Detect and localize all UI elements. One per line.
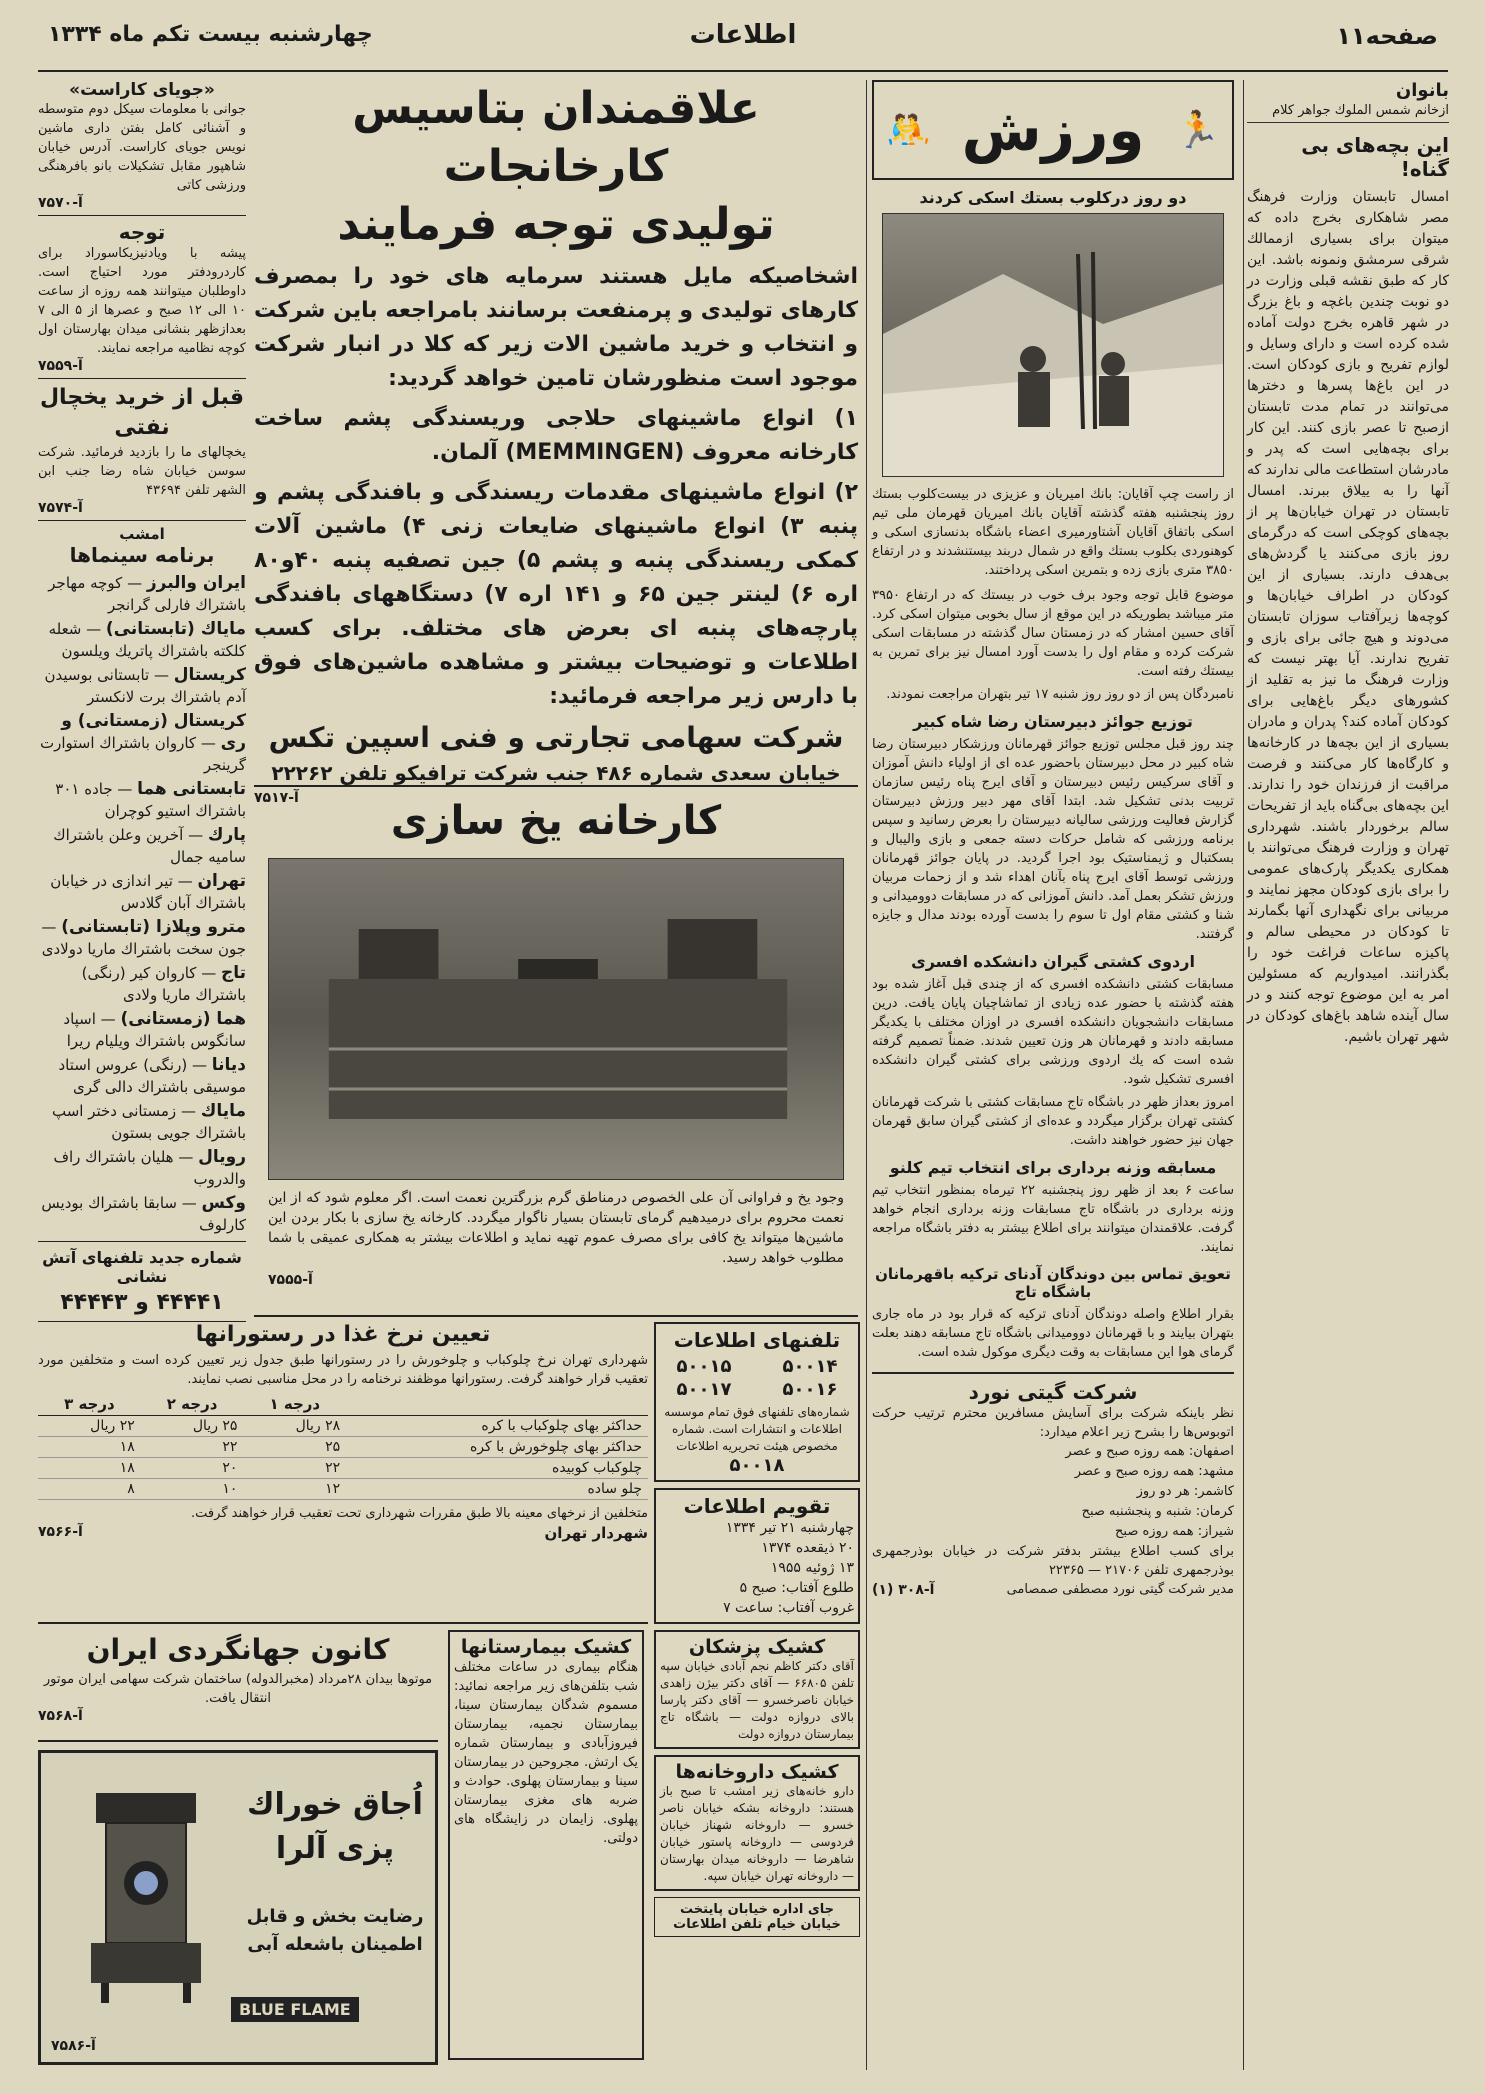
phones-note: شماره‌های تلفنهای فوق تمام موسسه اطلاعات و انتشارات است. شماره مخصوص هیئت تحریریه اطلاعات [664, 1405, 850, 1453]
cinema-item: مترو وپلازا (تابستانی) — جون سخت باشتراك ماریا دولادی [41, 917, 246, 958]
boxer-icon: 🤼 [886, 110, 931, 151]
job-seeker-title: «جویای کاراست» [69, 80, 215, 100]
tonight-label: امشب [119, 525, 165, 543]
cinema-name: مترو وپلازا (تابستانی) [61, 917, 246, 937]
cinema-item: رویال — هلیان باشتراك راف والدروب [53, 1147, 246, 1188]
price-header: درجه ۲ [141, 1393, 244, 1416]
cinema-name: مایاك [200, 1101, 246, 1121]
hospitals-title: کشیک بیمارستانها [460, 1636, 632, 1658]
cinema-name: کریستال [173, 665, 246, 685]
story-6-title: تعویق تماس بین دوندگان آدنای ترکیه باقهرمانان باشگاه تاج [875, 1265, 1231, 1301]
ad-intro: اشخاصیکه مایل هستند سرمایه های خود را بمصرف کارهای تولیدی و پرمنفعت برسانند بامراجعه باین شرکت و انتخاب و خرید ماشین الات زیر که کلا در انبار شرکت موجود است منظورشان تامین خواهد گردید: [254, 264, 858, 391]
fire-phones-numbers: ۴۴۴۴۱ و ۴۴۴۴۳ [60, 1290, 224, 1315]
cinema-desc: شعله کلکته باشتراك پاتریك ویلسون [48, 620, 246, 660]
phone-number: ۵۰۰۱۷ [676, 1379, 732, 1400]
cinema-name: کریستال (زمستانی) و ری [61, 711, 246, 753]
phones-special: ۵۰۰۱۸ [729, 1455, 785, 1476]
women-column [1247, 80, 1449, 2070]
section-title: بانوان [1395, 80, 1449, 101]
phone-number: ۵۰۰۱۶ [782, 1379, 838, 1400]
notice-body: پیشه با ویادنیزیکاسوراد برای کاردرودفتر مورد احتیاج است. داوطلبان میتوانند همه روزه از ساعت ۱۰ الی ۱۲ صبح و عصرها از ۵ الی ۷ بعدازظهر بنشانی میدان بهارستان اول کوچه نظامیه مراجعه نمایند. [38, 246, 246, 356]
price-header: درجه ۳ [38, 1393, 141, 1416]
photo-caption: از راست چپ آقایان: بانك امیریان و عزیزی در بیست‌کلوب بستك روز پنجشنبه هفته گذشته آقایان بانك امیریان قهرمان ملی تیم اسکی باتفاق آقایان آشتاورمیری اعضاء باشگاه بدنسازی اسکی و کوهنوردی بکلوب بستك واقع در شمال دربند بیستنشدند و در ارتفاع ۳۸۵۰ متری بازی زده و بتمرین اسکی پرداختند. [872, 487, 1234, 578]
price-cell: ۱۸ [38, 1458, 141, 1479]
ski-photo [882, 213, 1224, 477]
cinema-name: ایران والبرز [146, 573, 246, 593]
cinema-item: تابستانی هما — جاده ۳۰۱ باشتراك استیو کوچران [55, 779, 246, 820]
cinema-item: تاج — کاروان کیر (رنگی) باشتراك ماریا ولادی [81, 963, 246, 1004]
fire-phones [38, 1242, 246, 1322]
sports-column [872, 80, 1234, 2070]
price-cell: ۱۰ [141, 1479, 244, 1500]
paper-name: اطلاعات [689, 20, 797, 50]
ad-code: آ-۷۵۱۷ [254, 790, 299, 806]
price-header: درجه ۱ [243, 1393, 346, 1416]
price-cell: ۲۰ [141, 1458, 244, 1479]
price-row [38, 1458, 648, 1479]
ice-factory-code: آ-۷۵۵۵ [268, 1272, 313, 1288]
info-column [654, 1322, 860, 2072]
calendar-title: تقویم اطلاعات [683, 1494, 831, 1518]
ad-company: شرکت سهامی تجارتی و فنی اسپین تکس [268, 721, 844, 754]
cinema-desc: (رنگی) عروس استاد موسیقی باشتراك دالی گری [58, 1056, 246, 1096]
ad-headline-2: تولیدی توجه فرمایند [337, 199, 775, 250]
sports-story-5: ساعت ۶ بعد از ظهر روز پنجشنبه ۲۲ تیرماه بمنظور انتخاب تیم وزنه برداری در باشگاه تاج مسابقات وزنه برداری انجام خواهد گرفت. علاقمندان میتوانند برای اطلاع بیشتر به دفتر باشگاه مراجعه نمایند. [872, 1183, 1234, 1255]
story-5-title: مسابقه وزنه برداری برای انتخاب تیم کلنو [889, 1158, 1217, 1177]
story-2-title: توزیع جوائز دبیرستان رضا شاه کبیر [913, 712, 1193, 731]
price-cell: ۲۸ ریال [243, 1416, 346, 1437]
cinema-desc: کوچه مهاجر باشتراك فارلی گرانجر [48, 574, 246, 614]
price-code: آ-۷۵۶۶ [38, 1524, 83, 1540]
fridge-code: آ-۷۵۷۴ [38, 500, 83, 516]
price-sign-row [38, 1524, 648, 1542]
cinema-name: پارك [207, 825, 246, 845]
ad-headline-1: علاقمندان بتاسیس کارخانجات [352, 83, 760, 192]
doctors-body: آقای دکتر کاظم نجم آبادی خیابان سپه تلفن ۶۶۸۰۵ — آقای دکتر بیژن زاهدی خیابان ناصرخسرو — آقای دکتر پارسا بالای دروازه دولت — باشگاه تاج بیمارستان دروازه دولت [660, 1659, 854, 1741]
kanoon-code: آ-۷۵۶۸ [38, 1708, 83, 1724]
cinema-name: تابستانی هما [137, 779, 246, 799]
cinema-name: وکس [201, 1193, 246, 1213]
giti-line: کرمان: شنبه و پنجشنبه صبح [1081, 1504, 1234, 1519]
cinema-title: برنامه سینماها [69, 543, 215, 567]
price-header [346, 1393, 648, 1416]
kanoon-title: کانون جهانگردی ایران [86, 1633, 390, 1666]
sports-story-1-tail: نامبردگان پس از دو روز روز شنبه ۱۷ تیر بتهران مراجعت نمودند. [886, 687, 1234, 702]
giti-line: کاشمر: هر دو روز [1136, 1484, 1234, 1499]
job-seeker-code: آ-۷۵۷۰ [38, 195, 83, 211]
price-cell: حداکثر بهای چلوکباب با کره [346, 1416, 648, 1437]
price-cell: حداکثر بهای چلوخورش با کره [346, 1437, 648, 1458]
sports-story-2: چند روز قبل مجلس توزیع جوائز قهرمانان ورزشکار دبیرستان رضا شاه کبیر در محل دبیرستان باحضور عده ای از اولیاء دانش آموزان و آقای سرکیس رئیس دبیرستان و آقای ایرج پناه رئیس سازمان تربیت بدنی تشکیل شد. ابتدا آقای مهر دبیر ورزش دبیرستان گزارش فعالیت ورزشی سالیانه دبیرستان را بعرض رسانید و سپس برنامه ورزشی که شامل حرکات دسته جمعی و بازی والیبال و بسکتبال و ژیمناستیک بود اجرا گردید. در پایان جوائز قهرمانان ورزشی توسط آقای ایرج پناه بآنان اهداء شد و از زحمات مربیان ورزش تشکر بعمل آمد. دانش آموزانی که در مسابقات دوومیدانی و شنا و کشتی مقام اول تا سوم را بدست آورده بودند مدال و جایزه گرفتند. [872, 737, 1234, 942]
cinema-desc: کاروان کیر (رنگی) باشتراك ماریا ولادی [81, 964, 246, 1004]
cinema-name: مایاك (تابستانی) [105, 619, 246, 639]
price-title: تعیین نرخ غذا در رستورانها [195, 1322, 491, 1347]
calendar-line: چهارشنبه ۲۱ تیر ۱۳۳۴ [725, 1520, 854, 1536]
cinema-item: کریستال (زمستانی) و ری — کاروان باشتراك استوارت گرینجر [39, 711, 246, 774]
phone-number: ۵۰۰۱۴ [782, 1356, 838, 1377]
cinema-desc: سابقا باشتراك بودیس کارلوف [41, 1194, 246, 1234]
notice-code: آ-۷۵۵۹ [38, 358, 83, 374]
cinema-desc: اسپاد سانگوس باشتراك ویلیام ریرا [63, 1010, 246, 1050]
doctors-title: کشیک پزشکان [688, 1636, 826, 1658]
price-cell: ۲۵ [243, 1437, 346, 1458]
cinema-item: دیانا — (رنگی) عروس استاد موسیقی باشتراك دالی گری [58, 1055, 246, 1096]
sports-story-6: بقرار اطلاع واصله دوندگان آدنای ترکیه که قرار بود در ماه جاری بتهران بیایند و با قهرمانان دوومیدانی باشگاه تاج مسابقه دهند بعلت گرمای هوا این مسابقات به وقت دیگری موکول شده است. [872, 1307, 1234, 1360]
cinema-item: وکس — سابقا باشتراك بودیس کارلوف [41, 1193, 246, 1234]
fridge-title: قبل از خرید یخچال نفتی [39, 385, 245, 440]
cinema-item: پارك — آخرین وعلن باشتراك سامیه جمال [53, 825, 246, 866]
stove-sub: رضایت بخش و قابل اطمینان باشعله آبی [246, 1906, 424, 1955]
ad-item-2: ۲) انواع ماشینهای مقدمات ریسندگی و بافندگی پشم و پنبه ۳) انواع ماشینهای ضایعات زنی ۴) ماشین آلات کمکی ریسندگی پنبه و پشم ۵) جین تصفیه پنبه ۴۰و۸۰ اره ۶) لینتر جین ۶۵ و ۱۴۱ اره ۷) دستگاههای بافندگی پارچه‌های پنبه ای بعرض های مختلف. برای کسب اطلاعات و توضیحات بیشتر و مشاهده ماشین‌های فوق با دارس زیر مراجعه فرمائید: [254, 480, 859, 709]
photo-title: دو روز درکلوب بستك اسكی کردند [919, 188, 1187, 207]
price-footer: متخلفین از نرخهای معینه بالا طبق مقررات شهرداری تحت تعقیب قرار خواهند گرفت. [191, 1506, 648, 1521]
price-cell: ۱۲ [243, 1479, 346, 1500]
hospitals-body: هنگام بیماری در ساعات مختلف شب بتلفن‌های زیر مراجعه نمائید: مسموم شدگان بیمارستان سینا، بیمارستان نجمیه، بیمارستان فیروزآبادی و بیمارستان شماره یک ارتش. مجروحین در بیمارستان سینا و بیمارستان پهلوی. حوادث و ضربه های مغزی بیمارستان پهلوی. زایمان در زایشگاه های دولتی. [454, 1660, 638, 1846]
giti-line: شیراز: همه روزه صبح [1115, 1524, 1234, 1539]
stove-ad [38, 1750, 438, 2065]
cinema-desc: زمستانی دختر اسپ باشتراك جویی بستون [51, 1102, 246, 1142]
ice-factory [254, 790, 858, 1317]
masthead [38, 12, 1448, 72]
page-number: صفحه۱۱ [1336, 22, 1438, 50]
cinema-desc: جون سخت باشتراك ماریا دولادی [41, 940, 246, 958]
price-cell: ۲۲ [141, 1437, 244, 1458]
price-row [38, 1416, 648, 1437]
publisher-line: جای اداره خیابان پایتخت خیابان خیام تلفن اطلاعات [654, 1897, 860, 1937]
job-seeker-body: جوانی با معلومات سیکل دوم متوسطه و آشنائی کامل بفتن داری ماشین نویس جویای کاراست. آدرس خیابان شاهپور مقابل تشکیلات بانو بافرهنگی ورزشی کاتی [38, 102, 246, 193]
phone-number: ۵۰۰۱۵ [676, 1356, 732, 1377]
story-3-title: اردوی کشتی گیران دانشکده افسری [911, 952, 1195, 971]
pharmacies-title: کشیک داروخانه‌ها [675, 1761, 839, 1783]
price-cell: ۲۲ ریال [38, 1416, 141, 1437]
cinema-desc: تیر اندازی در خیابان باشتراك آبان گلادس [50, 872, 246, 912]
price-cell: ۲۵ ریال [141, 1416, 244, 1437]
cinema-name: دیانا [211, 1055, 246, 1075]
phones-grid [660, 1356, 854, 1400]
cinema-name: تاج [220, 963, 246, 983]
sports-logo-text: ورزش [961, 96, 1145, 164]
stove-illustration [61, 1773, 231, 2013]
cinema-name: رویال [198, 1147, 246, 1167]
cinema-name: هما (زمستانی) [120, 1009, 246, 1029]
ad-item-1: ۱) انواع ماشینهای حلاجی وریسندگی پشم ساخت کارخانه معروف (MEMMINGEN) آلمان. [254, 406, 858, 465]
cinema-listing [38, 521, 246, 1242]
ice-factory-caption: وجود یخ و فراوانی آن علی الخصوص درمناطق گرم بزرگترین نعمت است. اگر معلوم شود که از این نعمت محروم برای درمیدهیم گرمای تابستان بسیار ناگوار میگردد. کارخانه یخ سازی با بکار بردن این ماشین‌ها میتواند یخ کافی برای مصرف عموم تهیه نماید و اطلاعات بیشتر به همکاری عمیقی با شما مطلوب خواهد رسید. [268, 1190, 844, 1266]
editor-line [872, 1582, 1234, 1598]
sports-story-4: امروز بعداز ظهر در باشگاه تاج مسابقات کشتی با شرکت قهرمانان کشتی تهران برگزار میگردد و عده‌ای از کشتی گیران سابق قهرمان جهان نیز حضور خواهند داشت. [872, 1095, 1234, 1148]
notice-ad [38, 216, 246, 379]
price-notice [38, 1322, 648, 1624]
giti-box [872, 1372, 1234, 1598]
hospitals [448, 1630, 644, 2060]
giti-line: مشهد: همه روزه صبح و عصر [1074, 1464, 1234, 1479]
giti-title: شرکت گیتی نورد [968, 1380, 1138, 1404]
giti-line: اصفهان: همه روزه صبح و عصر [1065, 1444, 1234, 1459]
calendar-line: ۲۰ ذیقعده ۱۳۷۴ [761, 1540, 854, 1556]
giti-address: برای کسب اطلاع بیشتر بدفتر شرکت در خیابان بوذرجمهری بوذرجمهری تلفن ۲۱۷۰۶ — ۲۲۳۶۵ [872, 1544, 1234, 1578]
column-rule [866, 80, 867, 2070]
fire-phones-title: شماره جدید تلفنهای آتش نشانی [42, 1248, 242, 1286]
cinema-item: تهران — تیر اندازی در خیابان باشتراك آبان گلادس [50, 871, 246, 912]
giti-code: آ-۳۰۸ (۱) [872, 1582, 935, 1598]
cinema-item: مایاك (تابستانی) — شعله کلکته باشتراك پاتریك ویلسون [48, 619, 246, 660]
cinema-item: کریستال — تابستانی بوسیدن آدم باشتراك برت لانکستر [44, 665, 246, 706]
ettelaat-phones [654, 1322, 860, 1482]
pharmacies [654, 1755, 860, 1891]
column-rule [1243, 80, 1244, 2070]
stove-brand: BLUE FLAME [231, 1997, 359, 2022]
price-cell: ۸ [38, 1479, 141, 1500]
article-title: این بچه‌های بی گناه! [1301, 133, 1449, 181]
price-signature: شهردار تهران [544, 1524, 648, 1542]
sports-story-1: موضوع قابل توجه وجود برف خوب در بیستك که در ارتفاع ۳۹۵۰ متر میباشد بطوریکه در این موقع از سال بخوبی میتوان اسکی کرد. آقای حسین امشار که در زمستان سال گذشته در مسابقات اسکی شرکت کرده و مقام اول را بدست آورد امسال نیز برای تمرین به بیستك رفته است. [872, 588, 1234, 679]
cinema-desc: آخرین وعلن باشتراك سامیه جمال [53, 826, 246, 866]
cinema-desc: تابستانی بوسیدن آدم باشتراك برت لانکستر [44, 666, 246, 706]
runner-icon: 🏃 [1175, 110, 1220, 151]
doctors [654, 1630, 860, 1749]
cinema-name: تهران [197, 871, 246, 891]
cinema-item: مایاك — زمستانی دختر اسپ باشتراك جویی بستون [51, 1101, 246, 1142]
ad-address: خیابان سعدی شماره ۴۸۶ جنب شرکت ترافیکو تلفن ۲۲۲۶۲ [271, 761, 841, 785]
price-cell: ۱۸ [38, 1437, 141, 1458]
cinema-list [38, 571, 246, 1237]
main-ad [254, 80, 859, 806]
editor: مدیر شرکت گیتی نورد مصطفی صمصامی [1006, 1582, 1234, 1597]
calendar [654, 1488, 860, 1624]
price-table [38, 1393, 648, 1500]
price-row [38, 1479, 648, 1500]
giti-body: نظر باینکه شرکت برای آسایش مسافرین محترم ترتیب حرکت اتوبوس‌ها را بشرح زیر اعلام میدارد: [872, 1406, 1234, 1440]
stove-code: آ-۷۵۸۶ [51, 2038, 96, 2054]
article-body: امسال تابستان وزارت فرهنگ مصر شاهکاری بخرج داده که میتوان برای بسیاری ازممالك شرقی سرمشق ونمونه باشد. این کار که طبق نقشه قبلی وزارت در دو نوبت چندین باغچه و باغ بزرگ در شهر قاهره بخرج دولت آماده شده کرده است و دارای وسایل و لوازم تفریح و بازی کودکان است. در این باغ‌ها پسرها و دخترها می‌توانند در تمام مدت تابستان ازصبح تا عصر بازی کنند. این کار برای بچه‌هایی است که پدر و مادرشان استطاعت مالی ندارند که آنها را به ییلاق ببرند. امسال تابستان در تهران خیابان‌ها پر از بچه‌های کوچکی است که درگرمای روز بازی می‌کنند یا گردش‌های بی‌هدف دارند. بسیاری از این کودکان در اطراف خیابان‌ها و کوچه‌ها زیرآفتاب سوزان تابستان می‌دوند و هیچ جائی برای بازی و تفریح ندارند. آیا بهتر نیست که وزارت فرهنگ ما نیز به تقلید از کشورهای دیگر باغ‌هایی برای کودکان آماده کند؟ پدران و مادران بسیاری از این بچه‌ها در کارخانه‌ها و کارگاه‌ها کار می‌کنند و فرصت مراقبت از فرزندان خود را ندارند. این بچه‌های بی‌گناه باید از تفریحات سالم برخوردار باشند. شهرداری تهران و وزارت فرهنگ می‌توانند با همکاری یکدیگر پارک‌های عمومی را برای بازی کودکان مجهز نمایند و مربیانی برای نگهداری آنها بگمارند تا کودکان در محیطی سالم و پاکیزه ساعات فراغت خود را بگذرانند. امیدواریم که مسئولین امر به این موضوع توجه کنند و در سال آینده شاهد باغ‌های کودکان در شهر تهران باشیم. [1247, 189, 1449, 1045]
job-seeker-ad [38, 80, 246, 216]
calendar-line: غروب آفتاب: ساعت ۷ [723, 1600, 854, 1616]
cinema-desc: جاده ۳۰۱ باشتراك استیو کوچران [55, 780, 246, 820]
price-header-row [38, 1393, 648, 1416]
price-intro: شهرداری تهران نرخ چلوکباب و چلوخورش را در رستورانها طبق جدول زیر تعیین کرده است و متخلفین مورد تعقیب قرار خواهند گرفت. رستورانها موظفند نرخنامه را در محل مناسبی نصب نمایند. [38, 1353, 648, 1387]
price-row [38, 1437, 648, 1458]
price-cell: ۲۲ [243, 1458, 346, 1479]
issue-date: چهارشنبه بیست تکم ماه ۱۳۳۴ [48, 22, 373, 47]
sports-story-3: مسابقات کشتی دانشکده افسری که از چندی قبل آغاز شده بود هفته گذشته با حضور عده زیادی از تماشاچیان پایان یافت. درین مسابقات دانشجویان دانشکده افسری در اوزان مختلف با یکدیگر مسابقه دادند و قهرمانان هر وزن تعیین شدند. ضمناً تصمیم گرفته شده است که یك اردوی ورزشی برای کشتی گیران دانشکده افسری تشکیل شود. [872, 977, 1234, 1087]
cinema-item: ایران والبرز — کوچه مهاجر باشتراك فارلی گرانجر [48, 573, 246, 614]
cinema-desc: هلیان باشتراك راف والدروب [53, 1148, 246, 1188]
cinema-desc: کاروان باشتراك استوارت گرینجر [39, 734, 246, 774]
author-line: ازخانم شمس الملوك جواهر کلام [1247, 103, 1449, 123]
calendar-line: ۱۳ ژوئیه ۱۹۵۵ [770, 1560, 854, 1576]
cinema-item: هما (زمستانی) — اسپاد سانگوس باشتراك ویلیام ریرا [63, 1009, 246, 1050]
sports-logo [872, 80, 1234, 180]
ice-factory-title: کارخانه یخ سازی [390, 798, 722, 844]
fridge-body: یخچالهای ما را بازدید فرمائید. شرکت سوسن خیابان شاه رضا جنب ابن الشهر تلفن ۴۳۶۹۴ [38, 445, 246, 498]
ice-factory-photo [268, 858, 844, 1180]
calendar-line: طلوع آفتاب: صبح ۵ [739, 1580, 854, 1596]
price-cell: چلو ساده [346, 1479, 648, 1500]
kanoon-body: موتوها بیدان ۲۸مرداد (مخبرالدوله) ساختمان شرکت سهامی ایران موتور انتقال یافت. [43, 1672, 433, 1706]
price-cell: چلوکباب کوبیده [346, 1458, 648, 1479]
pharmacies-body: دارو خانه‌های زیر امشب تا صبح باز هستند: داروخانه بشکه خیابان ناصر خسرو — داروخانه شهناز خیابان فردوسی — داروخانه پاستور خیابان شاهرضا — داروخانه میدان بهارستان — داروخانه تهران خیابان سپه. [660, 1784, 854, 1883]
stove-headline: اُجاق خوراك پزی آلرا [247, 1787, 423, 1866]
phones-title: تلفنهای اطلاعات [673, 1328, 841, 1352]
kanoon-ad [38, 1630, 438, 1742]
notice-title: توجه [118, 220, 166, 244]
fridge-ad [38, 379, 246, 521]
